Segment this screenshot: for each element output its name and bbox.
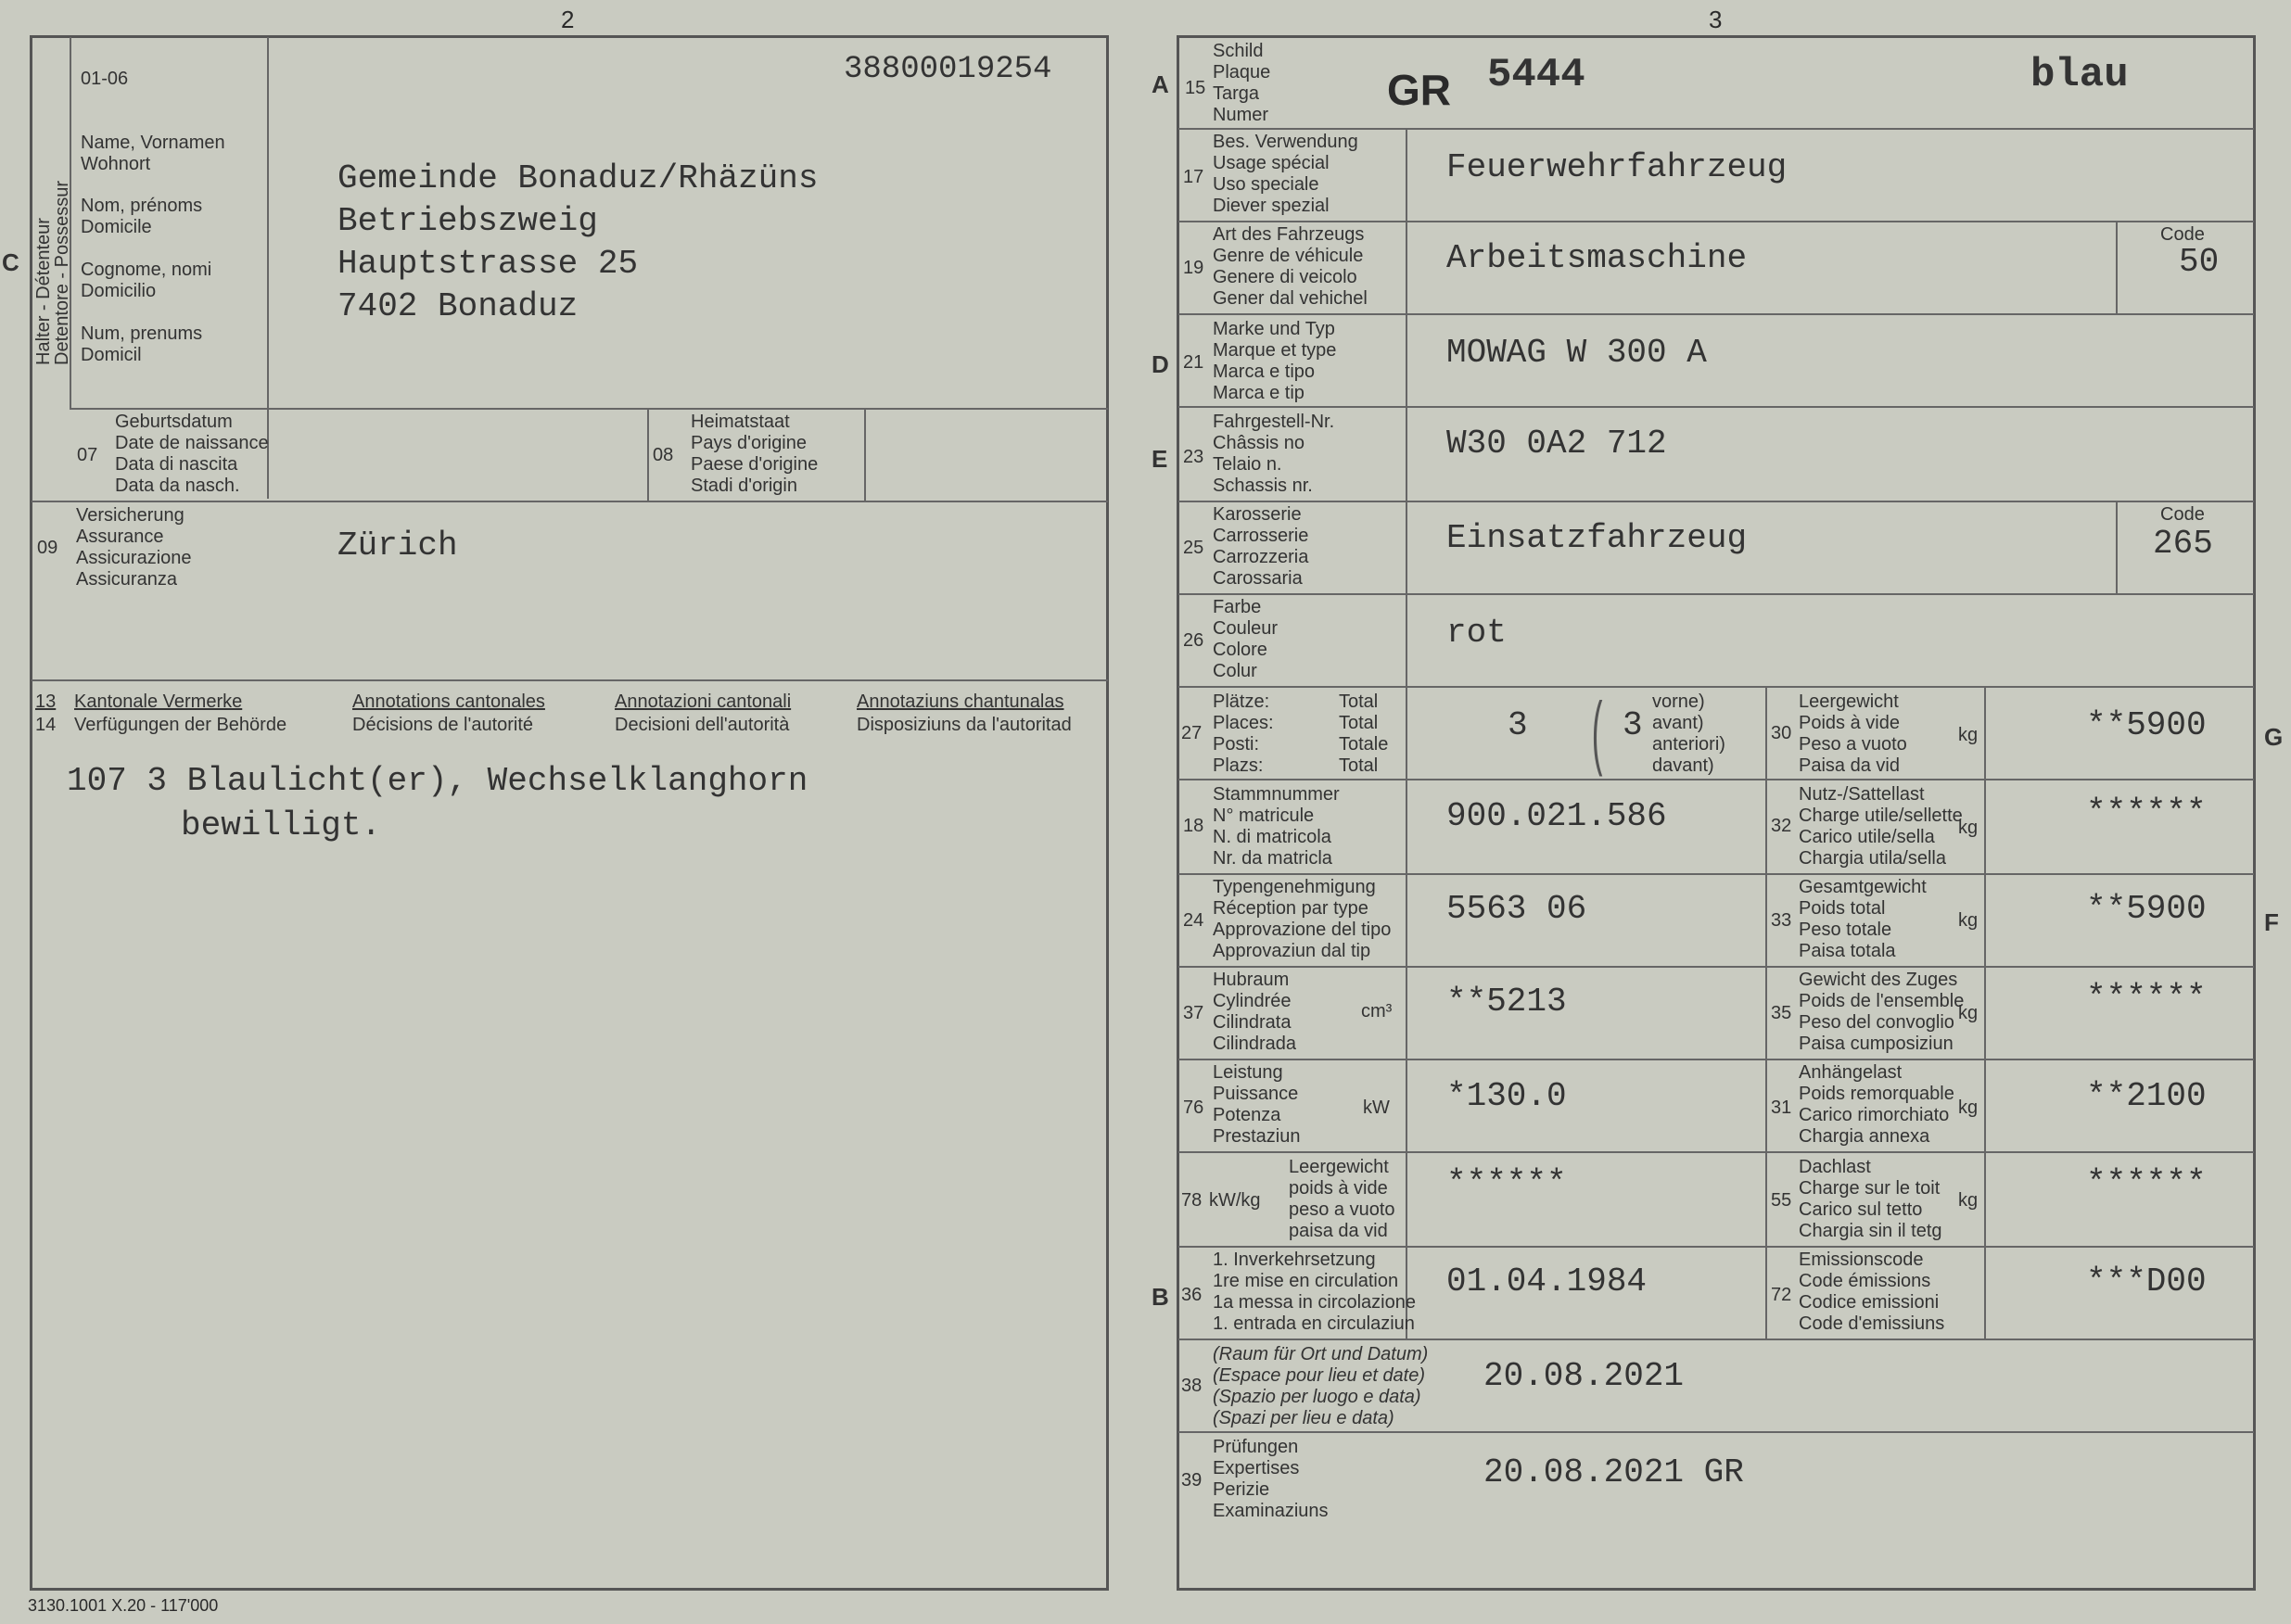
holder-street: Hauptstrasse 25: [337, 245, 639, 283]
insurance-label: Assurance: [76, 527, 164, 547]
make-type-label: Marque et type: [1213, 340, 1337, 361]
vehicle-code-label: Code: [2160, 224, 2205, 245]
birthdate-label: Date de naissance: [115, 433, 269, 453]
holder-city: 7402 Bonaduz: [337, 287, 579, 325]
seats-total-label: Total: [1339, 691, 1379, 712]
seats-label: Places:: [1213, 713, 1274, 733]
emission-code-label: Code d'emissiuns: [1799, 1313, 1945, 1334]
chassis-label: Fahrgestell-Nr.: [1213, 412, 1335, 432]
holder-branch: Betriebszweig: [337, 202, 598, 240]
side-letter-d: D: [1152, 350, 1169, 378]
field-24-number: 24: [1183, 910, 1204, 931]
place-date-label: (Spazi per lieu e data): [1213, 1408, 1394, 1428]
combination-weight-label: Peso del convoglio: [1799, 1012, 1954, 1033]
plate-label: Numer: [1213, 105, 1269, 125]
place-date-label: (Spazio per luogo e data): [1213, 1387, 1421, 1407]
authority-label: Décisions de l'autorité: [352, 715, 534, 735]
color-value: rot: [1446, 614, 1507, 652]
field-09-number: 09: [37, 538, 58, 558]
registry-label: N. di matricola: [1213, 827, 1331, 847]
origin-label: Stadi d'origin: [691, 476, 797, 496]
origin-label: Pays d'origine: [691, 433, 807, 453]
chassis-value: W30 0A2 712: [1446, 425, 1667, 463]
body-code: 265: [2153, 525, 2213, 563]
field-55-number: 55: [1771, 1190, 1792, 1211]
authority-label: Disposiziuns da l'autoritad: [857, 715, 1072, 735]
field-21-number: 21: [1183, 352, 1204, 373]
power-label: Leistung: [1213, 1062, 1283, 1083]
payload-label: Carico utile/sella: [1799, 827, 1935, 847]
holder-label: Cognome, nomi: [81, 260, 212, 280]
power-value: *130.0: [1446, 1077, 1567, 1115]
chassis-label: Châssis no: [1213, 433, 1305, 453]
power-weight-label: poids à vide: [1289, 1178, 1388, 1199]
first-registration-label: 1. entrada en circulaziun: [1213, 1313, 1415, 1334]
combination-weight-label: Gewicht des Zuges: [1799, 970, 1958, 990]
special-use-value: Feuerwehrfahrzeug: [1446, 148, 1788, 186]
seats-total-label: Totale: [1339, 734, 1389, 755]
combination-weight-label: Paisa cumposiziun: [1799, 1034, 1954, 1054]
field-38-number: 38: [1181, 1376, 1203, 1396]
special-use-label: Uso speciale: [1213, 174, 1319, 195]
seats-front-label: avant): [1652, 713, 1704, 733]
unit-kg: kg: [1958, 818, 1979, 838]
vehicle-type-label: Genre de véhicule: [1213, 246, 1364, 266]
bracket-glyph: (: [1591, 685, 1603, 777]
make-type-value: MOWAG W 300 A: [1446, 334, 1707, 372]
field-36-number: 36: [1181, 1285, 1203, 1305]
holder-vertical-label-1: Halter - Détenteur: [33, 218, 54, 365]
inspections-label: Expertises: [1213, 1458, 1300, 1478]
seats-label: Plätze:: [1213, 691, 1270, 712]
first-registration-value: 01.04.1984: [1446, 1262, 1648, 1300]
field-27-number: 27: [1181, 723, 1203, 743]
color-label: Colore: [1213, 640, 1267, 660]
birthdate-label: Data di nascita: [115, 454, 238, 475]
payload-label: Charge utile/sellette: [1799, 806, 1963, 826]
field-76-number: 76: [1183, 1097, 1204, 1118]
origin-label: Heimatstaat: [691, 412, 790, 432]
holder-label: Wohnort: [81, 154, 151, 174]
unit-kw-per-kg: kW/kg: [1209, 1190, 1261, 1211]
color-label: Colur: [1213, 661, 1257, 681]
plate-canton: GR: [1387, 66, 1451, 114]
make-type-label: Marca e tip: [1213, 383, 1305, 403]
power-label: Prestaziun: [1213, 1126, 1301, 1147]
field-31-number: 31: [1771, 1097, 1792, 1118]
roof-load-label: Chargia sin il tetg: [1799, 1221, 1942, 1241]
body-label: Carrozzeria: [1213, 547, 1309, 567]
power-weight-label: paisa da vid: [1289, 1221, 1388, 1241]
seats-front-value: 3: [1623, 706, 1643, 744]
place-date-label: (Raum für Ort und Datum): [1213, 1344, 1429, 1364]
body-value: Einsatzfahrzeug: [1446, 519, 1748, 557]
field-37-number: 37: [1183, 1003, 1204, 1023]
unit-kg: kg: [1958, 910, 1979, 931]
payload-label: Nutz-/Sattellast: [1799, 784, 1925, 805]
side-letter-b: B: [1152, 1283, 1169, 1311]
combination-weight-label: Poids de l'ensemble: [1799, 991, 1965, 1011]
trailer-load-label: Carico rimorchiato: [1799, 1105, 1950, 1125]
empty-weight-label: Poids à vide: [1799, 713, 1900, 733]
cantonal-note-line-1: 107 3 Blaulicht(er), Wechselklanghorn: [67, 762, 808, 800]
roof-load-label: Carico sul tetto: [1799, 1199, 1923, 1220]
empty-weight-value: **5900: [2086, 706, 2207, 744]
seats-total-label: Total: [1339, 713, 1379, 733]
cantonal-notes-label: Annotations cantonales: [352, 691, 545, 712]
emission-code-value: ***D00: [2086, 1262, 2207, 1300]
roof-load-label: Charge sur le toit: [1799, 1178, 1941, 1199]
field-35-number: 35: [1771, 1003, 1792, 1023]
make-type-label: Marke und Typ: [1213, 319, 1335, 339]
roof-load-value: ******: [2086, 1164, 2207, 1202]
trailer-load-label: Poids remorquable: [1799, 1084, 1954, 1104]
total-weight-value: **5900: [2086, 890, 2207, 928]
payload-label: Chargia utila/sella: [1799, 848, 1946, 869]
side-letter-c: C: [2, 248, 19, 276]
seats-total-value: 3: [1508, 706, 1528, 744]
holder-label: Domicile: [81, 217, 152, 237]
side-letter-a: A: [1152, 70, 1169, 98]
page-number-right: 3: [1709, 6, 1723, 33]
empty-weight-label: Paisa da vid: [1799, 755, 1900, 776]
birthdate-label: Geburtsdatum: [115, 412, 233, 432]
color-label: Farbe: [1213, 597, 1262, 617]
seats-front-label: anteriori): [1652, 734, 1725, 755]
field-25-number: 25: [1183, 538, 1204, 558]
vehicle-type-label: Gener dal vehichel: [1213, 288, 1368, 309]
unit-kg: kg: [1958, 1190, 1979, 1211]
birthdate-label: Data da nasch.: [115, 476, 240, 496]
first-registration-label: 1. Inverkehrsetzung: [1213, 1250, 1376, 1270]
form-footer: 3130.1001 X.20 - 117'000: [28, 1596, 219, 1615]
payload-value: ******: [2086, 793, 2207, 831]
registry-label: Nr. da matricla: [1213, 848, 1332, 869]
power-weight-label: Leergewicht: [1289, 1157, 1389, 1177]
type-approval-label: Approvaziun dal tip: [1213, 941, 1371, 961]
field-39-number: 39: [1181, 1470, 1203, 1491]
place-date-value: 20.08.2021: [1483, 1357, 1685, 1395]
field-32-number: 32: [1771, 816, 1792, 836]
empty-weight-label: Peso a vuoto: [1799, 734, 1907, 755]
seats-label: Plazs:: [1213, 755, 1264, 776]
emission-code-label: Codice emissioni: [1799, 1292, 1940, 1313]
insurance-label: Assicurazione: [76, 548, 192, 568]
side-letter-g: G: [2264, 723, 2284, 751]
displacement-value: **5213: [1446, 983, 1567, 1021]
power-weight-value: ******: [1446, 1164, 1567, 1202]
registry-value: 900.021.586: [1446, 797, 1667, 835]
body-code-label: Code: [2160, 504, 2205, 525]
seats-front-label: davant): [1652, 755, 1714, 776]
chassis-label: Schassis nr.: [1213, 476, 1313, 496]
displacement-label: Hubraum: [1213, 970, 1290, 990]
field-14-number: 14: [35, 715, 57, 735]
insurance-label: Versicherung: [76, 505, 185, 526]
field-13-number: 13: [35, 691, 57, 712]
authority-label: Decisioni dell'autorità: [615, 715, 790, 735]
inspections-label: Perizie: [1213, 1479, 1270, 1500]
plate-color: blau: [2030, 52, 2129, 98]
field-33-number: 33: [1771, 910, 1792, 931]
field-78-number: 78: [1181, 1190, 1203, 1211]
field-17-number: 17: [1183, 167, 1204, 187]
plate-label: Plaque: [1213, 62, 1271, 82]
first-registration-label: 1a messa in circolazione: [1213, 1292, 1416, 1313]
field-30-number: 30: [1771, 723, 1792, 743]
cantonal-notes-label: Annotazioni cantonali: [615, 691, 792, 712]
first-registration-label: 1re mise en circulation: [1213, 1271, 1399, 1291]
registry-label: Stammnummer: [1213, 784, 1340, 805]
body-label: Carossaria: [1213, 568, 1303, 589]
field-15-number: 15: [1185, 78, 1206, 98]
insurance-label: Assicuranza: [76, 569, 177, 590]
field-08-number: 08: [653, 445, 674, 465]
unit-cm3: cm³: [1361, 1001, 1393, 1021]
field-07-number: 07: [77, 445, 98, 465]
plate-number: 5444: [1487, 52, 1585, 98]
vehicle-type-label: Genere di veicolo: [1213, 267, 1357, 287]
holder-label: Num, prenums: [81, 324, 203, 344]
authority-label: Verfügungen der Behörde: [74, 715, 287, 735]
trailer-load-value: **2100: [2086, 1077, 2207, 1115]
vehicle-type-value: Arbeitsmaschine: [1446, 239, 1748, 277]
unit-kw: kW: [1363, 1097, 1390, 1118]
unit-kg: kg: [1958, 1097, 1979, 1118]
emission-code-label: Emissionscode: [1799, 1250, 1924, 1270]
roof-load-label: Dachlast: [1799, 1157, 1871, 1177]
holder-name: Gemeinde Bonaduz/Rhäzüns: [337, 159, 819, 197]
vehicle-type-label: Art des Fahrzeugs: [1213, 224, 1365, 245]
combination-weight-value: ******: [2086, 979, 2207, 1017]
document-number: 38800019254: [844, 52, 1052, 87]
total-weight-label: Poids total: [1799, 898, 1886, 919]
holder-label: Domicilio: [81, 281, 157, 301]
plate-label: Targa: [1213, 83, 1260, 104]
inspections-label: Prüfungen: [1213, 1437, 1299, 1457]
power-label: Puissance: [1213, 1084, 1299, 1104]
plate-label: Schild: [1213, 41, 1264, 61]
power-label: Potenza: [1213, 1105, 1281, 1125]
field-23-number: 23: [1183, 447, 1204, 467]
unit-kg: kg: [1958, 725, 1979, 745]
type-approval-label: Réception par type: [1213, 898, 1368, 919]
place-date-label: (Espace pour lieu et date): [1213, 1365, 1426, 1386]
type-approval-label: Typengenehmigung: [1213, 877, 1376, 897]
field-01-number: 01-06: [81, 69, 129, 89]
inspections-value: 20.08.2021 GR: [1483, 1453, 1744, 1491]
total-weight-label: Peso totale: [1799, 920, 1892, 940]
trailer-load-label: Chargia annexa: [1799, 1126, 1930, 1147]
trailer-load-label: Anhängelast: [1799, 1062, 1903, 1083]
special-use-label: Bes. Verwendung: [1213, 132, 1358, 152]
type-approval-label: Approvazione del tipo: [1213, 920, 1392, 940]
displacement-label: Cilindrada: [1213, 1034, 1297, 1054]
holder-vertical-label-2: Detentore - Possessur: [52, 181, 72, 365]
emission-code-label: Code émissions: [1799, 1271, 1931, 1291]
total-weight-label: Gesamtgewicht: [1799, 877, 1927, 897]
holder-label: Domicil: [81, 345, 142, 365]
unit-kg: kg: [1958, 1003, 1979, 1023]
special-use-label: Diever spezial: [1213, 196, 1330, 216]
side-letter-f: F: [2264, 908, 2279, 936]
field-26-number: 26: [1183, 630, 1204, 651]
origin-label: Paese d'origine: [691, 454, 819, 475]
empty-weight-label: Leergewicht: [1799, 691, 1899, 712]
holder-label: Nom, prénoms: [81, 196, 203, 216]
displacement-label: Cylindrée: [1213, 991, 1292, 1011]
chassis-label: Telaio n.: [1213, 454, 1282, 475]
field-72-number: 72: [1771, 1285, 1792, 1305]
displacement-label: Cilindrata: [1213, 1012, 1292, 1033]
page-number-left: 2: [561, 6, 575, 33]
type-approval-value: 5563 06: [1446, 890, 1587, 928]
field-19-number: 19: [1183, 258, 1204, 278]
make-type-label: Marca e tipo: [1213, 362, 1316, 382]
body-label: Carrosserie: [1213, 526, 1309, 546]
special-use-label: Usage spécial: [1213, 153, 1330, 173]
vehicle-code: 50: [2179, 243, 2220, 281]
power-weight-label: peso a vuoto: [1289, 1199, 1395, 1220]
color-label: Couleur: [1213, 618, 1279, 639]
inspections-label: Examinaziuns: [1213, 1501, 1329, 1521]
cantonal-note-line-2: bewilligt.: [181, 806, 382, 844]
seats-front-label: vorne): [1652, 691, 1705, 712]
total-weight-label: Paisa totala: [1799, 941, 1896, 961]
field-18-number: 18: [1183, 816, 1204, 836]
insurance-value: Zürich: [337, 527, 458, 565]
cantonal-notes-label: Kantonale Vermerke: [74, 691, 243, 712]
cantonal-notes-label: Annotaziuns chantunalas: [857, 691, 1064, 712]
registry-label: N° matricule: [1213, 806, 1315, 826]
holder-label: Name, Vornamen: [81, 133, 225, 153]
seats-total-label: Total: [1339, 755, 1379, 776]
body-label: Karosserie: [1213, 504, 1302, 525]
side-letter-e: E: [1152, 445, 1168, 473]
seats-label: Posti:: [1213, 734, 1260, 755]
